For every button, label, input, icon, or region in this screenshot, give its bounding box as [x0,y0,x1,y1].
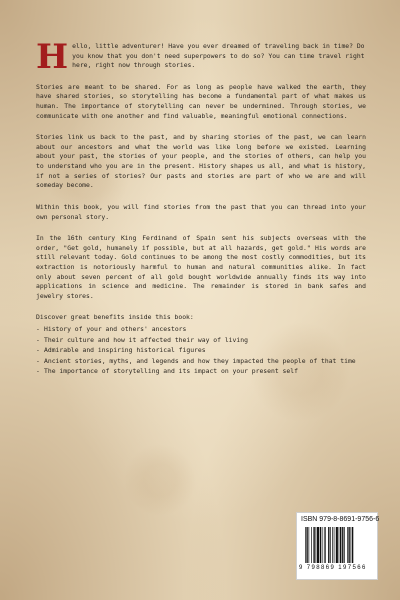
paragraph-sharing: Stories are meant to be shared. For as long as people have walked the earth, they have shared stories, so storytelling has become a fundamental part of what makes us human. The importance of storytelling can never be undermined. Through stories, we communicate with one another and find valuable, meaningful emotional connections. [36,82,366,120]
paragraph-book: Within this book, you will find stories from the past that you can thread into your own personal story. [36,202,366,221]
benefits-heading: Discover great benefits inside this book: [36,313,194,322]
list-item: - Admirable and inspiring historical figures [36,346,206,355]
paragraph-gold: In the 16th century King Ferdinand of Spain sent his subjects overseas with the order, "Get gold, humanely if possible, but at all hazards, get gold." His words are still relevant today. Gold continues to be among the most costly commodities, but its extraction is notoriously harmful to human and natural communities alike. In fact only about seven percent of all gold bought worldwide annually finds its way into applications in science and medicine. The remainder is stored in bank safes and jewelry stores. [36,234,366,300]
benefits-list [36,325,366,377]
list-item: - Their culture and how it affected their way of living [36,335,248,344]
list-item: - The importance of storytelling and its impact on your present self [36,367,298,376]
list-item: - Ancient stories, myths, and legends and how they impacted the people of that time [36,356,356,365]
isbn-barcode [296,512,378,580]
intro-text: ello, little adventurer! Have you ever dreamed of traveling back in time? Do you know that you don't need superpowers to do so? You can time travel right here, right now through stories. [72,42,365,70]
back-cover-text [36,37,366,378]
bullet-dash: - [36,325,40,334]
bullet-dash: - [36,346,40,355]
bullet-dash: - [36,367,40,376]
isbn-label: ISBN 979-8-8691-9756-6 [301,516,380,523]
barcode-bars [305,527,369,563]
list-item: - History of your and others' ancestors [36,325,187,334]
drop-cap: H [36,37,69,77]
intro-paragraph [36,37,366,77]
bullet-dash: - [36,335,40,344]
bullet-dash: - [36,356,40,365]
barcode-digits: 9 798869 197566 [299,565,367,571]
paragraph-past: Stories link us back to the past, and by sharing stories of the past, we can learn about our ancestors and what the world was like long before we existed. Learning about your past, the stories of your people, and the stories of others, can help you to understand who you are in the present. History shapes us all, and what is history, if not a series of stories? Our pasts and stories are part of who we are and will someday become. [36,133,366,190]
